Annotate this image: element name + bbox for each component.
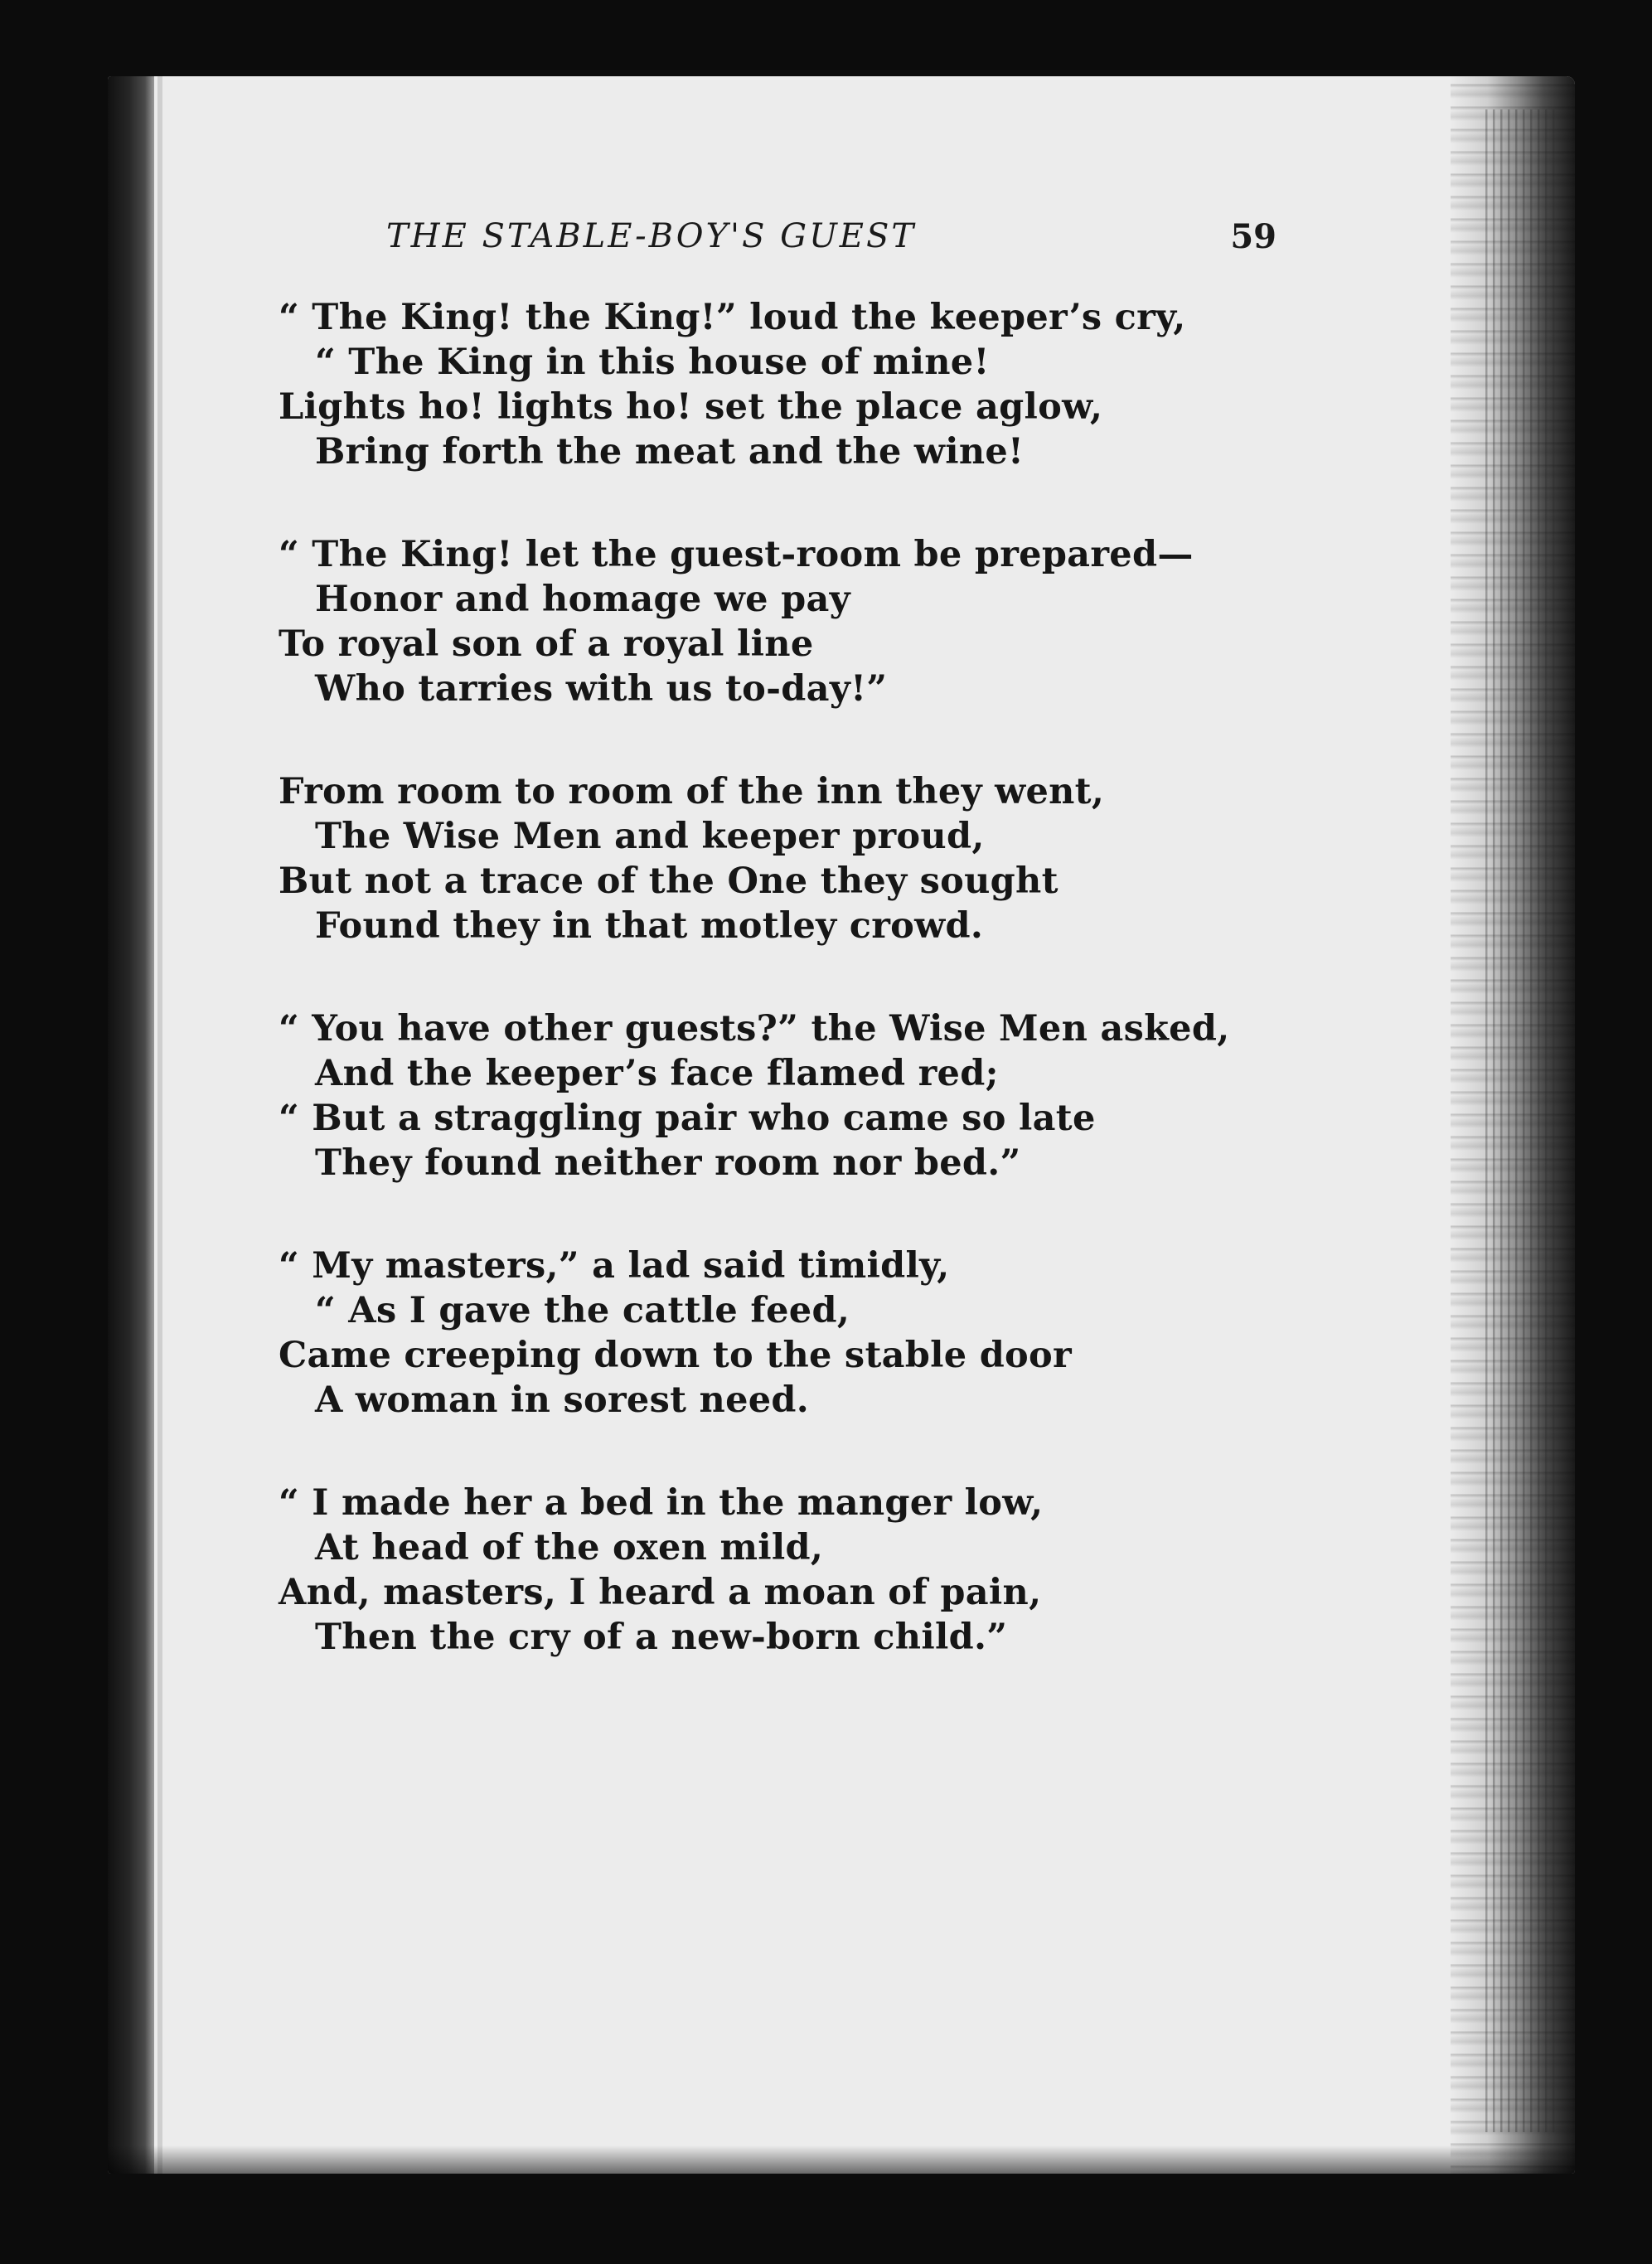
stanza-6 (279, 1481, 1273, 1660)
poem (279, 295, 1273, 1718)
poem-line: Who tarries with us to-day!” (315, 668, 888, 710)
poem-line: A woman in sorest need. (315, 1379, 810, 1421)
bottom-shadow (108, 2145, 1575, 2174)
stanza-4 (279, 1006, 1273, 1185)
poem-line: Honor and homage we pay (315, 579, 850, 620)
gutter-edge (157, 76, 162, 2174)
poem-line: To royal son of a royal line (279, 623, 814, 665)
poem-line: From room to room of the inn they went, (279, 771, 1105, 812)
stanza-5 (279, 1244, 1273, 1423)
poem-line: The Wise Men and keeper proud, (315, 816, 985, 857)
poem-line: They found neither room nor bed.” (315, 1142, 1021, 1184)
poem-line: “ The King! the King!” loud the keeper’s cry, (279, 297, 1186, 338)
poem-line: And the keeper’s face flamed red; (315, 1053, 999, 1094)
poem-line: Then the cry of a new-born child.” (315, 1617, 1008, 1658)
poem-line: Bring forth the meat and the wine! (315, 431, 1025, 473)
poem-line: “ My masters,” a lad said timidly, (279, 1245, 950, 1287)
stanza-1 (279, 295, 1273, 474)
poem-line: “ I made her a bed in the manger low, (279, 1482, 1044, 1524)
poem-line: “ The King! let the guest-room be prepared— (279, 534, 1194, 575)
poem-line: “ The King in this house of mine! (315, 342, 990, 383)
poem-line: And, masters, I heard a moan of pain, (279, 1572, 1042, 1613)
poem-line: “ You have other guests?” the Wise Men asked, (279, 1008, 1230, 1050)
stanza-2 (279, 532, 1273, 711)
poem-line: “ But a straggling pair who came so late (279, 1098, 1096, 1139)
running-title: THE STABLE-BOY'S GUEST (386, 217, 917, 255)
book-gutter (108, 76, 154, 2174)
poem-line: Came creeping down to the stable door (279, 1335, 1072, 1376)
poem-line: But not a trace of the One they sought (279, 861, 1059, 902)
running-head (386, 217, 1277, 270)
poem-line: Found they in that motley crowd. (315, 905, 984, 947)
page-edge-lines (1485, 109, 1560, 2132)
poem-line: “ As I gave the cattle feed, (315, 1290, 850, 1331)
page-number: 59 (1230, 217, 1277, 256)
poem-line: At head of the oxen mild, (315, 1527, 824, 1568)
poem-line: Lights ho! lights ho! set the place aglow, (279, 386, 1103, 428)
stanza-3 (279, 769, 1273, 948)
